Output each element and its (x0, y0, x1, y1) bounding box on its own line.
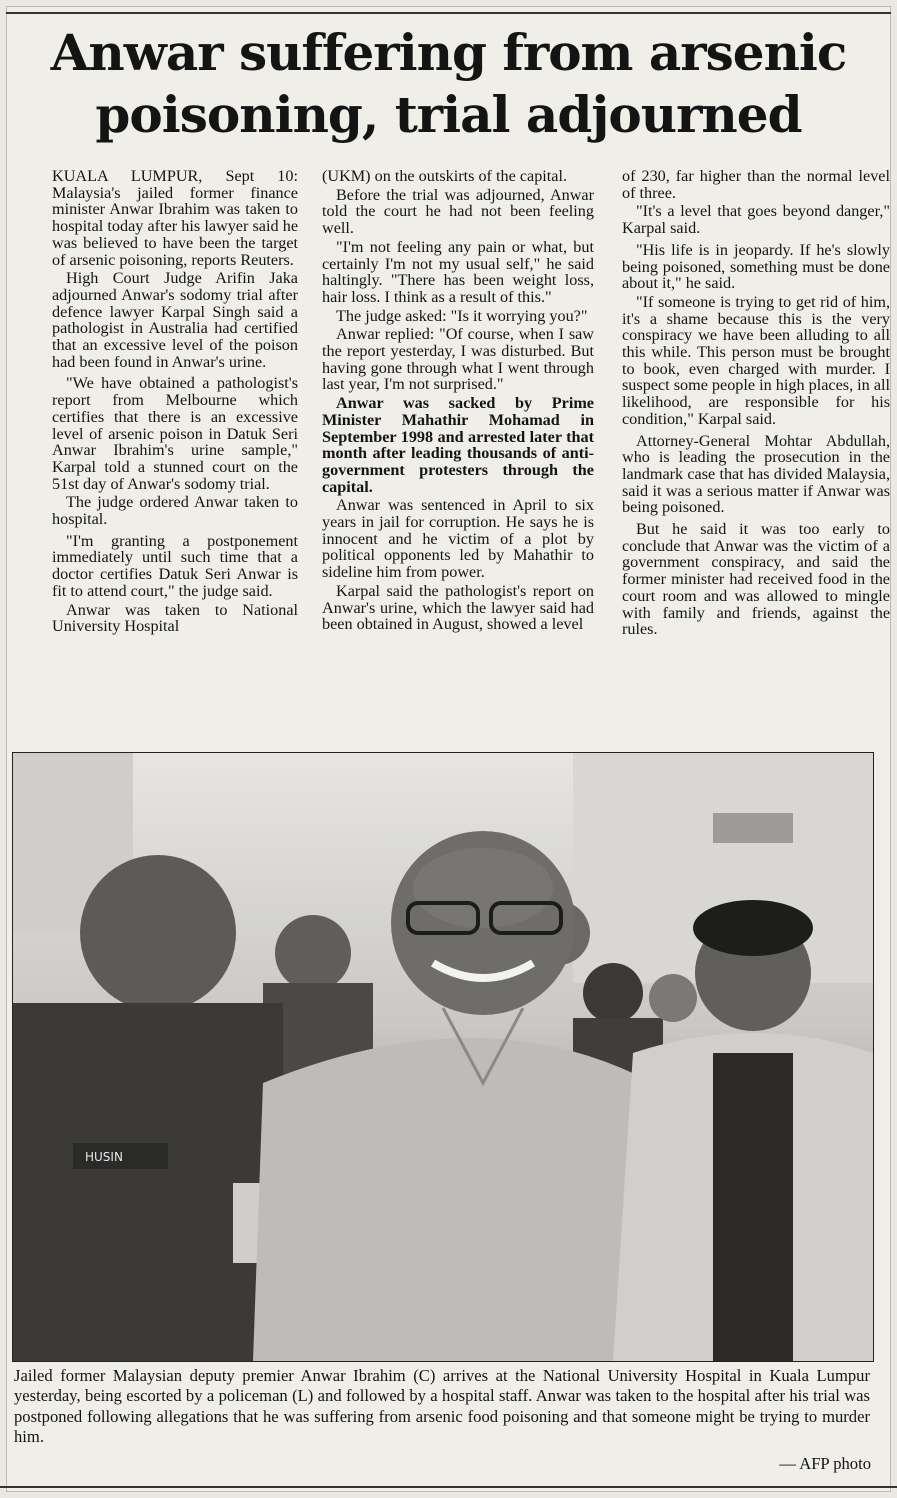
paragraph: "If someone is trying to get rid of him, it's a shame because this is the very conspiracy we have been alluding to all this while. This person must be brought to book, even charged with murder. I suspect some people in high places, in all likelihood, are responsible for his condition," Karpal said. (622, 292, 890, 428)
article-column-1 (52, 168, 298, 637)
paragraph: "We have obtained a pathologist's report from Melbourne which certifies that there is an excessive level of arsenic poison in Datuk Seri Anwar Ibrahim's urine sample," Karpal told a stunned court on the 51st day of Anwar's sodomy trial. (52, 374, 298, 493)
paragraph: "His life is in jeopardy. If he's slowly being poisoned, something must be done about it," he said. (622, 240, 890, 293)
paragraph: (UKM) on the outskirts of the capital. (322, 167, 568, 185)
photo-credit: — AFP photo (771, 1454, 871, 1474)
bottom-rule (0, 1486, 897, 1488)
paragraph: Attorney-General Mohtar Abdullah, who is leading the prosecution in the landmark case that has divided Malaysia, said it was a serious matter if Anwar was being poisoned. (622, 431, 890, 517)
paragraph: Anwar was taken to National University Hospital (52, 600, 298, 636)
paragraph: Anwar was sacked by Prime Minister Mahathir Mohamad in September 1998 and arrested later that month after leading thousands of anti-government protesters through the capital. (322, 394, 594, 496)
paragraph: Karpal said the pathologist's report on Anwar's urine, which the lawyer said had been obtained in August, showed a level (322, 581, 594, 634)
news-photo (12, 752, 874, 1362)
photo-illustration (13, 753, 873, 1361)
article-column-2 (322, 168, 594, 635)
photo-caption: Jailed former Malaysian deputy premier Anwar Ibrahim (C) arrives at the National University Hospital in Kuala Lumpur yesterday, being escorted by a policeman (L) and followed by a hospital staff. Anwar was taken to the hospital after his trial was postponed following allegations that he was suffering from arsenic food poisoning and that someone might be trying to murder him. (14, 1366, 870, 1446)
article-column-3 (622, 168, 890, 640)
headline: Anwar suffering from arsenic poisoning, trial adjourned (50, 23, 847, 144)
paragraph: The judge asked: "Is it worrying you?" (336, 306, 588, 325)
paragraph: High Court Judge Arifin Jaka adjourned Anwar's sodomy trial after defence lawyer Karpal Singh said a pathologist in Australia had certified that an excessive level of the poison had been found in Anwar's urine. (52, 269, 298, 371)
paragraph: "I'm granting a postponement immediately until such time that a doctor certifies Datuk Seri Anwar is fit to attend court," the judge said. (52, 531, 298, 600)
paragraph: The judge ordered Anwar taken to hospital. (52, 493, 298, 529)
paragraph: But he said it was too early to conclude that Anwar was the victim of a government conspiracy, and said the former minister had received food in the court room and was allowed to mingle with family and friends, against the rules. (622, 520, 890, 639)
paragraph: "It's a level that goes beyond danger," Karpal said. (622, 202, 890, 238)
paragraph: KUALA LUMPUR, Sept 10: Malaysia's jailed former finance minister Anwar Ibrahim was taken to hospital today after his lawyer said he was believed to have been the target of arsenic poisoning, reports Reuters. (52, 167, 298, 269)
paragraph: "I'm not feeling any pain or what, but certainly I'm not my usual self," he said haltingly. "There has been weight loss, hair loss. I think as a result of this." (322, 237, 594, 306)
paragraph: Anwar replied: "Of course, when I saw the report yesterday, I was disturbed. But having gone through what I went through last year, I'm not surprised." (322, 325, 594, 394)
top-rule (6, 12, 891, 14)
paragraph: Anwar was sentenced in April to six years in jail for corruption. He says he is innocent and he victim of a plot by political opponents led by Mahathir to sideline him from power. (322, 496, 594, 582)
name-tag: HUSIN (85, 1150, 123, 1164)
paragraph: Before the trial was adjourned, Anwar told the court he had not been feeling well. (322, 185, 594, 238)
paragraph: of 230, far higher than the normal level of three. (622, 167, 890, 202)
